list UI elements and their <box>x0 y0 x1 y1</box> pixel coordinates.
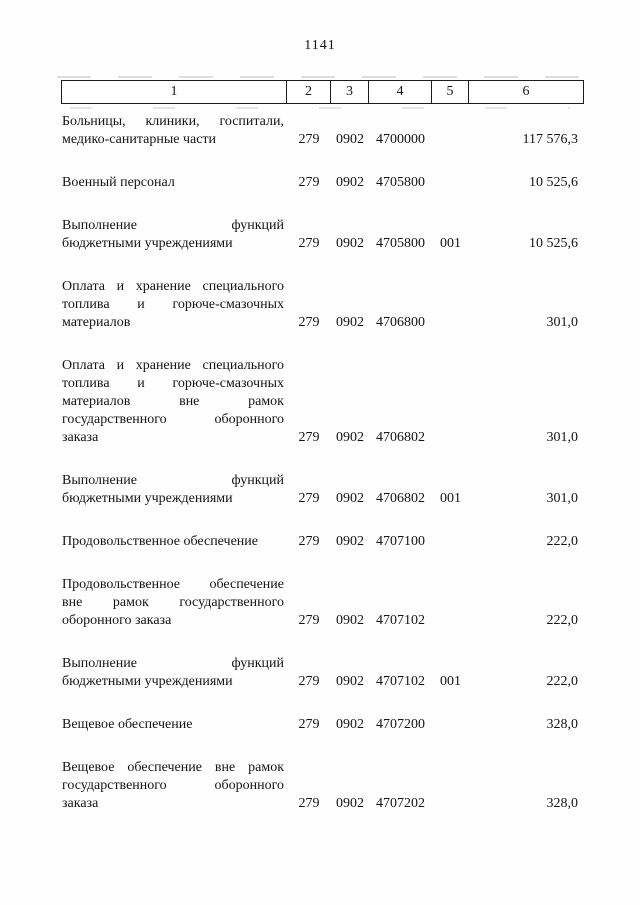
cell-target-article-code: 4706800 <box>376 315 425 330</box>
description-line: Выполнение функций <box>62 218 284 233</box>
cell-amount: 10 525,6 <box>529 236 578 251</box>
cell-target-article-code: 4700000 <box>376 132 425 147</box>
row-description <box>62 716 287 734</box>
description-line: оборонного заказа <box>62 613 172 628</box>
description-line: бюджетными учреждениями <box>62 236 233 251</box>
cell-chapter-code: 279 <box>298 236 320 251</box>
cell-chapter-code: 279 <box>298 613 320 628</box>
description-line: медико-санитарные части <box>62 132 217 147</box>
cell-target-article-code: 4707102 <box>376 674 425 689</box>
page-number: 1141 <box>304 38 336 53</box>
description-line: Продовольственное обеспечение <box>62 577 284 592</box>
description-line: вне рамок государственного <box>62 595 284 610</box>
cell-chapter-code: 279 <box>298 491 320 506</box>
table-row <box>62 357 583 447</box>
cell-target-article-code: 4707102 <box>376 613 425 628</box>
table-row <box>62 576 583 630</box>
description-line: Больницы, клиники, госпитали, <box>62 114 284 129</box>
cell-section-code: 0902 <box>336 315 364 330</box>
cell-section-code: 0902 <box>336 175 364 190</box>
row-description <box>62 217 287 253</box>
cell-amount: 328,0 <box>546 796 578 811</box>
cell-section-code: 0902 <box>336 613 364 628</box>
description-line: Выполнение функций <box>62 473 284 488</box>
table-header <box>61 80 584 104</box>
description-line: топлива и горюче-смазочных <box>62 297 284 312</box>
cell-section-code: 0902 <box>336 534 364 549</box>
header-cell-5: 5 <box>432 81 469 103</box>
description-line: бюджетными учреждениями <box>62 491 233 506</box>
header-cell-2: 2 <box>287 81 331 103</box>
cell-amount: 10 525,6 <box>529 175 578 190</box>
cell-chapter-code: 279 <box>298 717 320 732</box>
cell-amount: 301,0 <box>546 430 578 445</box>
description-line: Выполнение функций <box>62 656 284 671</box>
description-line: топлива и горюче-смазочных <box>62 376 284 391</box>
cell-chapter-code: 279 <box>298 674 320 689</box>
description-line: государственного оборонного <box>62 778 284 793</box>
description-line: материалов <box>62 315 131 330</box>
description-line: бюджетными учреждениями <box>62 674 233 689</box>
table-row <box>62 759 583 813</box>
cell-chapter-code: 279 <box>298 315 320 330</box>
row-description <box>62 472 287 508</box>
header-cell-6: 6 <box>522 84 530 99</box>
cell-section-code: 0902 <box>336 430 364 445</box>
description-line: Оплата и хранение специального <box>62 279 284 294</box>
row-description <box>62 533 287 551</box>
header-cell-4: 4 <box>369 81 432 103</box>
row-description <box>62 113 287 149</box>
cell-amount: 328,0 <box>546 717 578 732</box>
cell-section-code: 0902 <box>336 717 364 732</box>
cell-section-code: 0902 <box>336 132 364 147</box>
cell-chapter-code: 279 <box>298 132 320 147</box>
table-row <box>62 716 583 734</box>
row-description <box>62 278 287 332</box>
cell-target-article-code: 4707202 <box>376 796 425 811</box>
cell-chapter-code: 279 <box>298 796 320 811</box>
cell-amount: 222,0 <box>546 613 578 628</box>
description-line: Продовольственное обеспечение <box>62 534 258 549</box>
description-line: Оплата и хранение специального <box>62 358 284 373</box>
header-cell-1: 1 <box>62 81 287 103</box>
scan-artifact-bottom <box>70 107 570 109</box>
cell-target-article-code: 4705800 <box>376 175 425 190</box>
cell-expense-type-code: 001 <box>440 491 461 506</box>
table-row <box>62 278 583 332</box>
cell-chapter-code: 279 <box>298 430 320 445</box>
description-line: Вещевое обеспечение вне рамок <box>62 760 284 775</box>
description-line: заказа <box>62 430 99 445</box>
table-row <box>62 533 583 551</box>
row-description <box>62 655 287 691</box>
table-row <box>62 174 583 192</box>
cell-target-article-code: 4706802 <box>376 430 425 445</box>
table-row <box>62 472 583 508</box>
cell-amount: 222,0 <box>546 534 578 549</box>
cell-expense-type-code: 001 <box>440 236 461 251</box>
row-description <box>62 576 287 630</box>
cell-target-article-code: 4707200 <box>376 717 425 732</box>
description-line: государственного оборонного <box>62 412 284 427</box>
cell-section-code: 0902 <box>336 796 364 811</box>
description-line: заказа <box>62 796 99 811</box>
table-row <box>62 217 583 253</box>
row-description <box>62 759 287 813</box>
cell-target-article-code: 4705800 <box>376 236 425 251</box>
cell-chapter-code: 279 <box>298 175 320 190</box>
row-description <box>62 174 287 192</box>
cell-section-code: 0902 <box>336 236 364 251</box>
description-line: Военный персонал <box>62 175 175 190</box>
table-row <box>62 113 583 149</box>
cell-amount: 301,0 <box>546 315 578 330</box>
header-cell-3: 3 <box>331 81 369 103</box>
cell-amount: 117 576,3 <box>522 132 578 147</box>
scan-artifact-top <box>57 76 593 78</box>
row-description <box>62 357 287 447</box>
description-line: материалов вне рамок <box>62 394 284 409</box>
cell-target-article-code: 4706802 <box>376 491 425 506</box>
cell-section-code: 0902 <box>336 674 364 689</box>
cell-target-article-code: 4707100 <box>376 534 425 549</box>
table-body <box>62 113 583 838</box>
cell-section-code: 0902 <box>336 491 364 506</box>
cell-expense-type-code: 001 <box>440 674 461 689</box>
cell-amount: 301,0 <box>546 491 578 506</box>
cell-amount: 222,0 <box>546 674 578 689</box>
cell-chapter-code: 279 <box>298 534 320 549</box>
table-row <box>62 655 583 691</box>
description-line: Вещевое обеспечение <box>62 717 193 732</box>
